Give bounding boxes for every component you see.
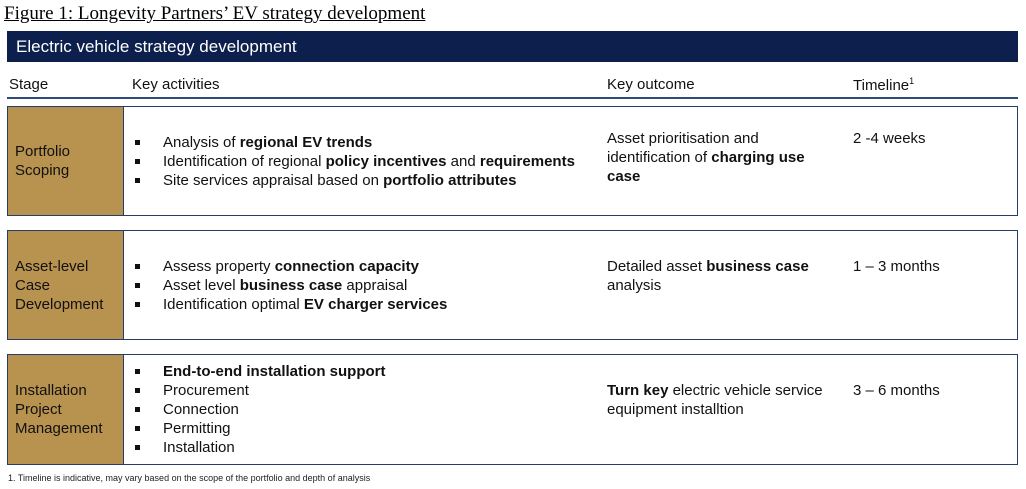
banner-title-text: Electric vehicle strategy development	[16, 36, 297, 56]
footnote: 1. Timeline is indicative, may vary based on the scope of the portfolio and depth of analysis	[8, 473, 371, 483]
stage-label	[15, 257, 103, 314]
banner-title	[7, 31, 1018, 62]
text: Identification optimal	[163, 296, 304, 313]
bold-text: requirements	[479, 153, 575, 170]
bold-text: EV charger services	[303, 296, 448, 313]
stage-row-installation-project-management	[7, 354, 1018, 465]
activity-item	[132, 419, 385, 438]
header-timeline-footnote-mark: 1	[909, 76, 915, 86]
timeline-value: 1 – 3 months	[853, 258, 940, 275]
timeline-value: 3 – 6 months	[853, 382, 940, 399]
text: Site services appraisal based on	[163, 172, 384, 189]
text: Permitting	[163, 420, 231, 437]
bold-text: business case	[239, 277, 343, 294]
text: Detailed asset	[607, 258, 707, 275]
key-activities-list	[132, 133, 575, 190]
stage-label-line: Scoping	[15, 162, 70, 179]
stage-label-line: Installation	[15, 382, 87, 399]
text: analysis	[607, 277, 662, 294]
key-activities-list	[132, 257, 447, 314]
activity-item	[132, 152, 575, 171]
activity-item	[132, 362, 385, 381]
text: appraisal	[342, 277, 408, 294]
stage-label-line: Management	[15, 420, 103, 437]
text: and	[446, 153, 480, 170]
stage-label-line: Development	[15, 295, 104, 313]
activity-item	[132, 133, 575, 152]
key-outcome	[607, 129, 827, 186]
activity-item	[132, 171, 575, 190]
stage-label-line: Project	[15, 401, 62, 418]
stage-label	[15, 142, 70, 180]
stage-label-line: Portfolio	[15, 143, 71, 160]
key-activities-list	[132, 362, 385, 457]
activity-item	[132, 400, 385, 419]
bold-text: End-to-end installation support	[163, 363, 386, 380]
bold-text: portfolio attributes	[383, 172, 517, 189]
key-outcome	[607, 381, 827, 419]
text: electric vehicle service equipment installtion	[607, 382, 823, 418]
stage-cell	[8, 355, 124, 464]
timeline-value: 2 -4 weeks	[853, 130, 926, 147]
text: Analysis of	[163, 134, 240, 151]
stage-label-line: Asset-level	[15, 257, 89, 275]
header-timeline	[853, 76, 914, 94]
stage-row-asset-level-case-development	[7, 230, 1018, 340]
stage-cell	[8, 107, 124, 215]
figure-caption: Figure 1: Longevity Partners’ EV strategy development	[4, 3, 426, 24]
activity-item	[132, 276, 447, 295]
header-key-outcome: Key outcome	[607, 76, 695, 93]
activity-item	[132, 381, 385, 400]
key-outcome	[607, 257, 827, 295]
bold-text: Turn key	[607, 382, 669, 399]
text: Asset prioritisation and identification of	[607, 130, 759, 166]
stage-cell	[8, 231, 124, 339]
header-divider	[7, 97, 1018, 99]
text: Procurement	[163, 382, 249, 399]
stage-row-portfolio-scoping	[7, 106, 1018, 216]
stage-label-line: Case	[15, 276, 51, 294]
header-key-activities: Key activities	[132, 76, 220, 93]
header-stage: Stage	[9, 76, 49, 93]
bold-text: charging use case	[607, 149, 805, 185]
bold-text: connection capacity	[274, 258, 419, 275]
stage-label	[15, 381, 103, 438]
text: Identification of regional	[163, 153, 326, 170]
bold-text: regional EV trends	[239, 134, 373, 151]
bold-text: policy incentives	[325, 153, 447, 170]
text: Connection	[163, 401, 239, 418]
text: Assess property	[163, 258, 275, 275]
activity-item	[132, 295, 447, 314]
text: Installation	[163, 439, 235, 456]
header-timeline-label: Timeline	[853, 77, 910, 94]
activity-item	[132, 257, 447, 276]
activity-item	[132, 438, 385, 457]
text: Asset level	[163, 277, 240, 294]
bold-text: business case	[706, 258, 809, 275]
